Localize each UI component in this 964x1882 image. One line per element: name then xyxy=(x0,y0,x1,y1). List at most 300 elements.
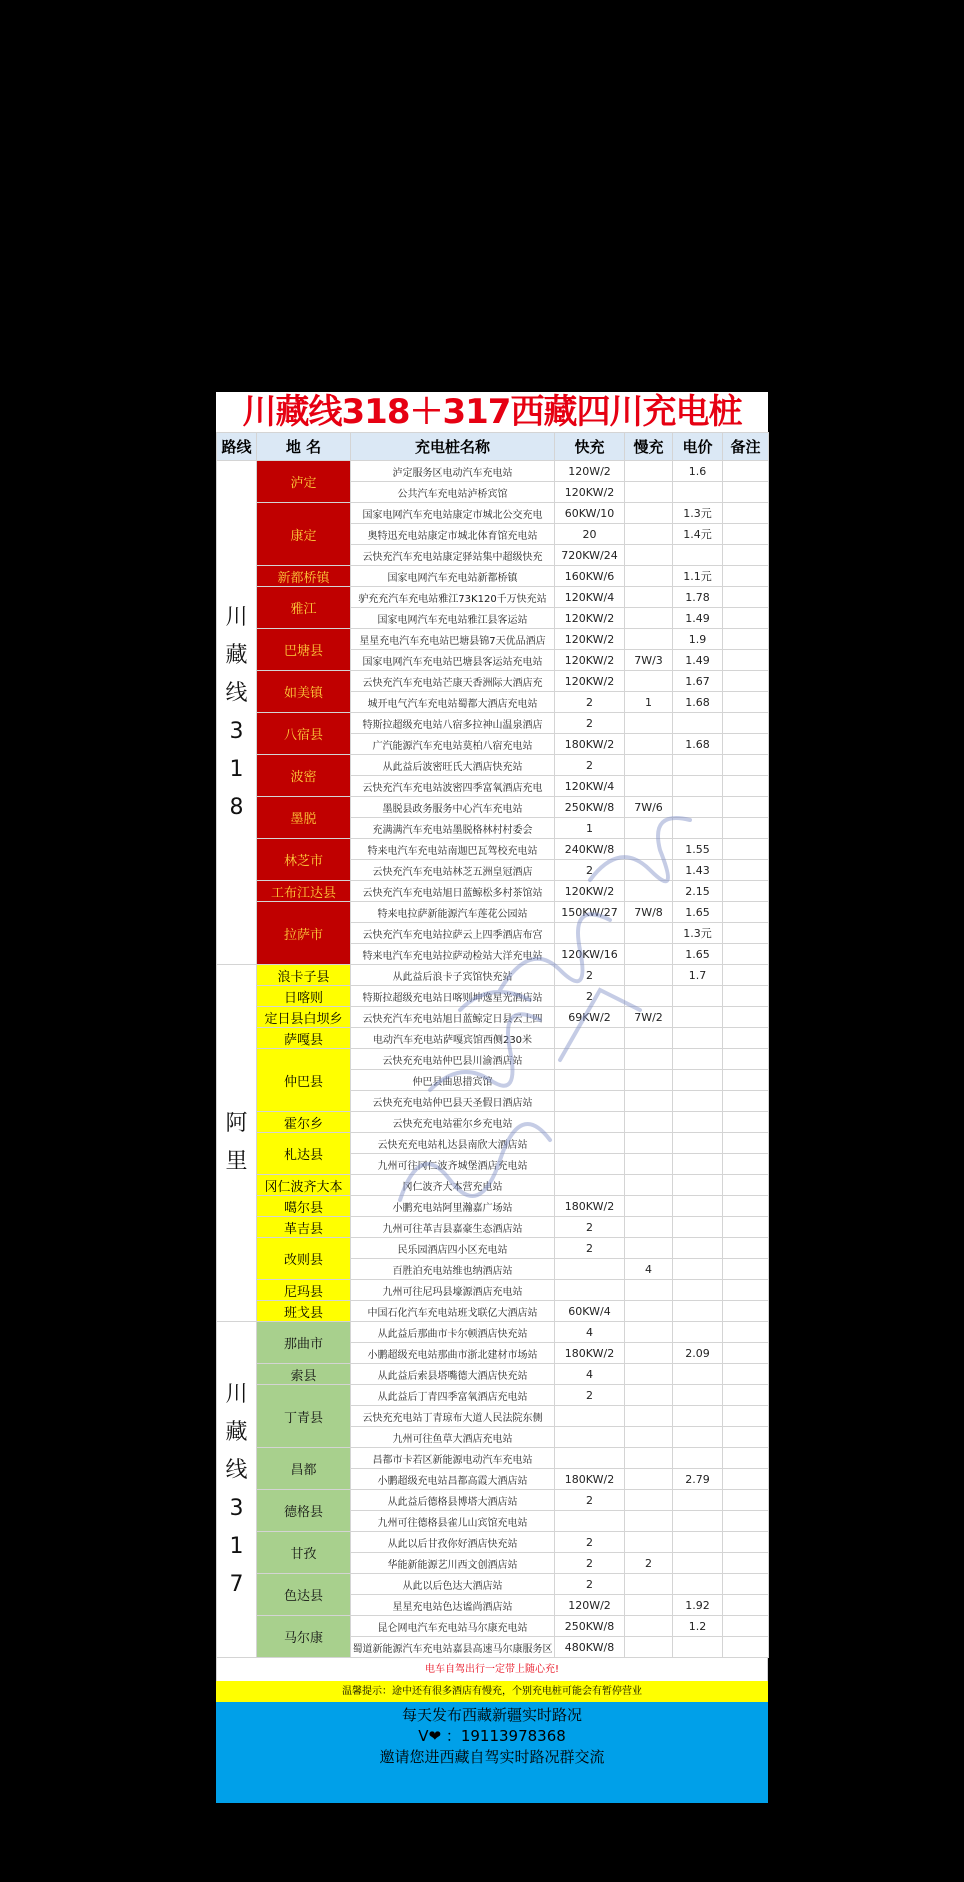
note xyxy=(723,1301,769,1322)
fast-charge: 4 xyxy=(555,1364,625,1385)
price xyxy=(673,1490,723,1511)
fast-charge: 120KW/2 xyxy=(555,608,625,629)
price xyxy=(673,1448,723,1469)
fast-charge xyxy=(555,1448,625,1469)
station-name: 云快充充电站霍尔乡充电站 xyxy=(351,1112,555,1133)
footer-line-1: 每天发布西藏新疆实时路况 xyxy=(401,1706,582,1724)
slow-charge: 1 xyxy=(625,692,673,713)
fast-charge: 120W/2 xyxy=(555,461,625,482)
station-name: 百胜泊充电站维也纳酒店站 xyxy=(351,1259,555,1280)
place-name: 如美镇 xyxy=(257,671,351,713)
fast-charge xyxy=(555,1049,625,1070)
slow-charge xyxy=(625,713,673,734)
fast-charge: 2 xyxy=(555,1217,625,1238)
note xyxy=(723,713,769,734)
slow-charge xyxy=(625,965,673,986)
place-name: 马尔康 xyxy=(257,1616,351,1658)
fast-charge: 250KW/8 xyxy=(555,797,625,818)
slow-charge xyxy=(625,671,673,692)
slow-charge xyxy=(625,524,673,545)
slow-charge xyxy=(625,944,673,965)
note xyxy=(723,1070,769,1091)
note xyxy=(723,524,769,545)
table-row xyxy=(217,566,769,587)
station-name: 国家电网汽车充电站雅江县客运站 xyxy=(351,608,555,629)
station-name: 仲巴县曲思措宾馆 xyxy=(351,1070,555,1091)
price: 2.09 xyxy=(673,1343,723,1364)
fast-charge: 120KW/2 xyxy=(555,650,625,671)
slow-charge xyxy=(625,1196,673,1217)
fast-charge xyxy=(555,1280,625,1301)
slow-charge xyxy=(625,1133,673,1154)
table-row xyxy=(217,1490,769,1511)
station-name: 小鹏充电站阿里瀚嘉广场站 xyxy=(351,1196,555,1217)
fast-charge: 180KW/2 xyxy=(555,1196,625,1217)
place-name: 巴塘县 xyxy=(257,629,351,671)
table-body xyxy=(217,461,769,1658)
slow-charge xyxy=(625,629,673,650)
price: 1.65 xyxy=(673,902,723,923)
price xyxy=(673,1028,723,1049)
slow-charge: 7W/3 xyxy=(625,650,673,671)
price: 1.3元 xyxy=(673,923,723,944)
station-name: 云快充汽车充电站旭日蓝鲸定日县云上四 xyxy=(351,1007,555,1028)
fast-charge: 180KW/2 xyxy=(555,1343,625,1364)
price: 1.7 xyxy=(673,965,723,986)
heart-icon: V❤ xyxy=(418,1727,442,1745)
fast-charge xyxy=(555,1175,625,1196)
table-row xyxy=(217,1238,769,1259)
table-row xyxy=(217,713,769,734)
fast-charge xyxy=(555,1091,625,1112)
slow-charge xyxy=(625,881,673,902)
station-name: 云快充汽车充电站康定驿站集中超级快充 xyxy=(351,545,555,566)
price xyxy=(673,1406,723,1427)
fast-charge: 2 xyxy=(555,755,625,776)
tip-line: 温馨提示：途中还有很多酒店有慢充，个别充电桩可能会有暂停营业 xyxy=(216,1681,768,1702)
fast-charge: 60KW/4 xyxy=(555,1301,625,1322)
note xyxy=(723,1007,769,1028)
table-row xyxy=(217,1301,769,1322)
place-name: 拉萨市 xyxy=(257,902,351,965)
station-name: 昌都市卡若区新能源电动汽车充电站 xyxy=(351,1448,555,1469)
station-name: 小鹏超级充电站那曲市浙北建材市场站 xyxy=(351,1343,555,1364)
note xyxy=(723,734,769,755)
price xyxy=(673,1574,723,1595)
price: 1.92 xyxy=(673,1595,723,1616)
slow-charge xyxy=(625,839,673,860)
price xyxy=(673,1217,723,1238)
price xyxy=(673,545,723,566)
station-name: 九州可往冈仁波齐城堡酒店充电站 xyxy=(351,1154,555,1175)
price xyxy=(673,1238,723,1259)
table-row xyxy=(217,1217,769,1238)
place-name: 工布江达县 xyxy=(257,881,351,902)
fast-charge: 120KW/2 xyxy=(555,881,625,902)
fast-charge: 250KW/8 xyxy=(555,1616,625,1637)
fast-charge: 120KW/2 xyxy=(555,629,625,650)
footer-banner xyxy=(216,1702,768,1803)
slow-charge xyxy=(625,1595,673,1616)
price: 1.55 xyxy=(673,839,723,860)
place-name: 昌都 xyxy=(257,1448,351,1490)
slow-charge xyxy=(625,1154,673,1175)
footer-contact xyxy=(216,1726,768,1747)
fast-charge: 2 xyxy=(555,1574,625,1595)
note xyxy=(723,1637,769,1658)
place-name: 泸定 xyxy=(257,461,351,503)
fast-charge: 20 xyxy=(555,524,625,545)
station-name: 充满满汽车充电站墨脱格林村村委会 xyxy=(351,818,555,839)
station-name: 星星充电汽车充电站巴塘县锦7天优品酒店 xyxy=(351,629,555,650)
slow-charge xyxy=(625,1217,673,1238)
note xyxy=(723,1364,769,1385)
place-name: 仲巴县 xyxy=(257,1049,351,1112)
price xyxy=(673,1427,723,1448)
place-name: 索县 xyxy=(257,1364,351,1385)
slow-charge xyxy=(625,1028,673,1049)
table-row xyxy=(217,1616,769,1637)
place-name: 丁青县 xyxy=(257,1385,351,1448)
price xyxy=(673,1259,723,1280)
header-note: 备注 xyxy=(723,433,769,461)
station-name: 云快充汽车充电站拉萨云上四季酒店布宫 xyxy=(351,923,555,944)
table-row xyxy=(217,587,769,608)
price xyxy=(673,1154,723,1175)
note xyxy=(723,797,769,818)
table-row xyxy=(217,1196,769,1217)
note xyxy=(723,839,769,860)
fast-charge: 2 xyxy=(555,1385,625,1406)
fast-charge: 1 xyxy=(555,818,625,839)
price xyxy=(673,713,723,734)
note xyxy=(723,1469,769,1490)
price xyxy=(673,1196,723,1217)
station-name: 华能新能源艺川西文创酒店站 xyxy=(351,1553,555,1574)
station-name: 公共汽车充电站泸桥宾馆 xyxy=(351,482,555,503)
price xyxy=(673,755,723,776)
fast-charge: 2 xyxy=(555,692,625,713)
station-name: 从此益后丁青四季富氧酒店充电站 xyxy=(351,1385,555,1406)
route-label: 阿里 xyxy=(217,965,257,1322)
station-name: 电动汽车充电站萨嘎宾馆西侧230米 xyxy=(351,1028,555,1049)
slow-charge xyxy=(625,1112,673,1133)
table-row xyxy=(217,461,769,482)
fast-charge: 480KW/8 xyxy=(555,1637,625,1658)
slow-charge xyxy=(625,1637,673,1658)
slow-charge xyxy=(625,1448,673,1469)
fast-charge xyxy=(555,923,625,944)
note xyxy=(723,755,769,776)
charging-table xyxy=(216,432,769,1658)
price xyxy=(673,1511,723,1532)
table-row xyxy=(217,503,769,524)
fast-charge: 2 xyxy=(555,1553,625,1574)
fast-charge: 2 xyxy=(555,713,625,734)
table-row xyxy=(217,986,769,1007)
slow-charge xyxy=(625,1238,673,1259)
note xyxy=(723,1427,769,1448)
slow-charge xyxy=(625,1301,673,1322)
note xyxy=(723,986,769,1007)
slow-charge: 7W/8 xyxy=(625,902,673,923)
station-name: 国家电网汽车充电站巴塘县客运站充电站 xyxy=(351,650,555,671)
note xyxy=(723,1259,769,1280)
place-name: 林芝市 xyxy=(257,839,351,881)
note xyxy=(723,1112,769,1133)
station-name: 云快充充电站仲巴县川渝酒店站 xyxy=(351,1049,555,1070)
route-label: 川藏线317 xyxy=(217,1322,257,1658)
place-name: 波密 xyxy=(257,755,351,797)
table-row xyxy=(217,629,769,650)
table-row xyxy=(217,1322,769,1343)
slow-charge xyxy=(625,545,673,566)
note xyxy=(723,1049,769,1070)
fast-charge: 180KW/2 xyxy=(555,1469,625,1490)
price: 1.1元 xyxy=(673,566,723,587)
route-label: 川藏线318 xyxy=(217,461,257,965)
fast-charge: 2 xyxy=(555,860,625,881)
slow-charge xyxy=(625,1406,673,1427)
note xyxy=(723,692,769,713)
slow-charge xyxy=(625,1616,673,1637)
note xyxy=(723,1595,769,1616)
price: 1.68 xyxy=(673,692,723,713)
station-name: 昆仑网电汽车充电站马尔康充电站 xyxy=(351,1616,555,1637)
slow-charge: 2 xyxy=(625,1553,673,1574)
station-name: 从此益后波密旺氏大酒店快充站 xyxy=(351,755,555,776)
note xyxy=(723,1511,769,1532)
station-name: 蜀道新能源汽车充电站嘉县高速马尔康服务区 xyxy=(351,1637,555,1658)
station-name: 奥特迅充电站康定市城北体育馆充电站 xyxy=(351,524,555,545)
fast-charge: 240KW/8 xyxy=(555,839,625,860)
note xyxy=(723,1385,769,1406)
station-name: 民乐园酒店四小区充电站 xyxy=(351,1238,555,1259)
slow-charge xyxy=(625,461,673,482)
fast-charge: 60KW/10 xyxy=(555,503,625,524)
fast-charge: 180KW/2 xyxy=(555,734,625,755)
station-name: 广汽能源汽车充电站莫柏八宿充电站 xyxy=(351,734,555,755)
footer-line-3: 邀请您进西藏自驾实时路况群交流 xyxy=(379,1748,605,1766)
price xyxy=(673,1532,723,1553)
station-name: 从此以后甘孜你好酒店快充站 xyxy=(351,1532,555,1553)
price xyxy=(673,1007,723,1028)
station-name: 从此益后索县塔嘴德大酒店快充站 xyxy=(351,1364,555,1385)
note xyxy=(723,881,769,902)
station-name: 驴充充汽车充电站雅江73K120千万快充站 xyxy=(351,587,555,608)
header-station: 充电桩名称 xyxy=(351,433,555,461)
header-fast: 快充 xyxy=(555,433,625,461)
note xyxy=(723,461,769,482)
price: 1.78 xyxy=(673,587,723,608)
note xyxy=(723,1133,769,1154)
place-name: 墨脱 xyxy=(257,797,351,839)
table-row xyxy=(217,1364,769,1385)
place-name: 定日县白坝乡 xyxy=(257,1007,351,1028)
station-name: 国家电网汽车充电站康定市城北公交充电 xyxy=(351,503,555,524)
place-name: 噶尔县 xyxy=(257,1196,351,1217)
fast-charge: 69KW/2 xyxy=(555,1007,625,1028)
slow-charge xyxy=(625,860,673,881)
table-row xyxy=(217,1112,769,1133)
slow-charge xyxy=(625,755,673,776)
table-row xyxy=(217,671,769,692)
fast-charge: 120KW/4 xyxy=(555,776,625,797)
station-name: 特来电拉萨新能源汽车莲花公园站 xyxy=(351,902,555,923)
table-row xyxy=(217,1448,769,1469)
note xyxy=(723,1280,769,1301)
price: 1.2 xyxy=(673,1616,723,1637)
price: 1.65 xyxy=(673,944,723,965)
table-row xyxy=(217,881,769,902)
station-name: 特来电汽车充电站拉萨动检站大洋充电站 xyxy=(351,944,555,965)
slow-charge xyxy=(625,1322,673,1343)
station-name: 云快充汽车充电站林芝五洲皇冠酒店 xyxy=(351,860,555,881)
slow-charge xyxy=(625,818,673,839)
station-name: 城开电气汽车充电站蜀都大酒店充电站 xyxy=(351,692,555,713)
fast-charge: 120KW/16 xyxy=(555,944,625,965)
fast-charge: 2 xyxy=(555,1490,625,1511)
slow-charge xyxy=(625,1427,673,1448)
slow-charge xyxy=(625,1091,673,1112)
table-row xyxy=(217,839,769,860)
slow-charge xyxy=(625,1175,673,1196)
price xyxy=(673,776,723,797)
place-name: 甘孜 xyxy=(257,1532,351,1574)
price xyxy=(673,1301,723,1322)
price xyxy=(673,797,723,818)
note xyxy=(723,1154,769,1175)
fast-charge: 120W/2 xyxy=(555,1595,625,1616)
slow-charge xyxy=(625,1511,673,1532)
place-name: 雅江 xyxy=(257,587,351,629)
price: 1.68 xyxy=(673,734,723,755)
price xyxy=(673,1070,723,1091)
place-name: 札达县 xyxy=(257,1133,351,1175)
station-name: 云快充汽车充电站波密四季富氧酒店充电 xyxy=(351,776,555,797)
fast-charge: 160KW/6 xyxy=(555,566,625,587)
fast-charge: 120KW/4 xyxy=(555,587,625,608)
place-name: 冈仁波齐大本 xyxy=(257,1175,351,1196)
price xyxy=(673,1049,723,1070)
price xyxy=(673,1637,723,1658)
note xyxy=(723,1574,769,1595)
station-name: 墨脱县政务服务中心汽车充电站 xyxy=(351,797,555,818)
price: 1.49 xyxy=(673,608,723,629)
slow-charge xyxy=(625,776,673,797)
fast-charge: 120KW/2 xyxy=(555,482,625,503)
fast-charge xyxy=(555,1028,625,1049)
note xyxy=(723,587,769,608)
note xyxy=(723,944,769,965)
station-name: 国家电网汽车充电站新都桥镇 xyxy=(351,566,555,587)
slow-charge xyxy=(625,1469,673,1490)
price: 1.4元 xyxy=(673,524,723,545)
table-row xyxy=(217,1049,769,1070)
fast-charge xyxy=(555,1259,625,1280)
place-name: 浪卡子县 xyxy=(257,965,351,986)
slow-charge: 7W/6 xyxy=(625,797,673,818)
fast-charge xyxy=(555,1154,625,1175)
note xyxy=(723,860,769,881)
price xyxy=(673,1280,723,1301)
price: 1.9 xyxy=(673,629,723,650)
station-name: 特斯拉超级充电站日喀则坤逸星光酒店站 xyxy=(351,986,555,1007)
note xyxy=(723,902,769,923)
price xyxy=(673,1553,723,1574)
slow-charge xyxy=(625,923,673,944)
place-name: 新都桥镇 xyxy=(257,566,351,587)
station-name: 九州可往革吉县嘉豪生态酒店站 xyxy=(351,1217,555,1238)
slow-charge xyxy=(625,1049,673,1070)
slow-charge xyxy=(625,1490,673,1511)
slow-charge: 4 xyxy=(625,1259,673,1280)
note-line: 电车自驾出行一定带上随心充! xyxy=(216,1658,768,1681)
price xyxy=(673,1322,723,1343)
station-name: 特来电汽车充电站南迦巴瓦驾校充电站 xyxy=(351,839,555,860)
fast-charge xyxy=(555,1133,625,1154)
table-row xyxy=(217,797,769,818)
slow-charge xyxy=(625,1343,673,1364)
station-name: 云快充汽车充电站旭日蓝鲸松多村茶馆站 xyxy=(351,881,555,902)
place-name: 革吉县 xyxy=(257,1217,351,1238)
note xyxy=(723,1028,769,1049)
header-route: 路线 xyxy=(217,433,257,461)
station-name: 云快充充电站札达县南欣大酒店站 xyxy=(351,1133,555,1154)
table-row xyxy=(217,1280,769,1301)
slow-charge xyxy=(625,1385,673,1406)
table-row xyxy=(217,902,769,923)
header-slow: 慢充 xyxy=(625,433,673,461)
price: 2.79 xyxy=(673,1469,723,1490)
header-price: 电价 xyxy=(673,433,723,461)
note xyxy=(723,650,769,671)
station-name: 云快充汽车充电站芒康天香洲际大酒店充 xyxy=(351,671,555,692)
table-row xyxy=(217,1532,769,1553)
note xyxy=(723,1196,769,1217)
slow-charge xyxy=(625,986,673,1007)
note xyxy=(723,545,769,566)
note xyxy=(723,776,769,797)
note xyxy=(723,1343,769,1364)
price: 1.3元 xyxy=(673,503,723,524)
place-name: 八宿县 xyxy=(257,713,351,755)
slow-charge xyxy=(625,1532,673,1553)
price xyxy=(673,482,723,503)
note xyxy=(723,671,769,692)
fast-charge xyxy=(555,1511,625,1532)
note xyxy=(723,1175,769,1196)
slow-charge xyxy=(625,608,673,629)
station-name: 特斯拉超级充电站八宿多拉神山温泉酒店 xyxy=(351,713,555,734)
place-name: 那曲市 xyxy=(257,1322,351,1364)
slow-charge: 7W/2 xyxy=(625,1007,673,1028)
header-place: 地 名 xyxy=(257,433,351,461)
note xyxy=(723,482,769,503)
table-row xyxy=(217,1574,769,1595)
note xyxy=(723,1532,769,1553)
place-name: 色达县 xyxy=(257,1574,351,1616)
note xyxy=(723,1091,769,1112)
slow-charge xyxy=(625,1070,673,1091)
station-name: 泸定服务区电动汽车充电站 xyxy=(351,461,555,482)
fast-charge xyxy=(555,1070,625,1091)
note xyxy=(723,566,769,587)
fast-charge xyxy=(555,1112,625,1133)
price xyxy=(673,1175,723,1196)
table-row xyxy=(217,965,769,986)
station-name: 九州可往鱼草大酒店充电站 xyxy=(351,1427,555,1448)
